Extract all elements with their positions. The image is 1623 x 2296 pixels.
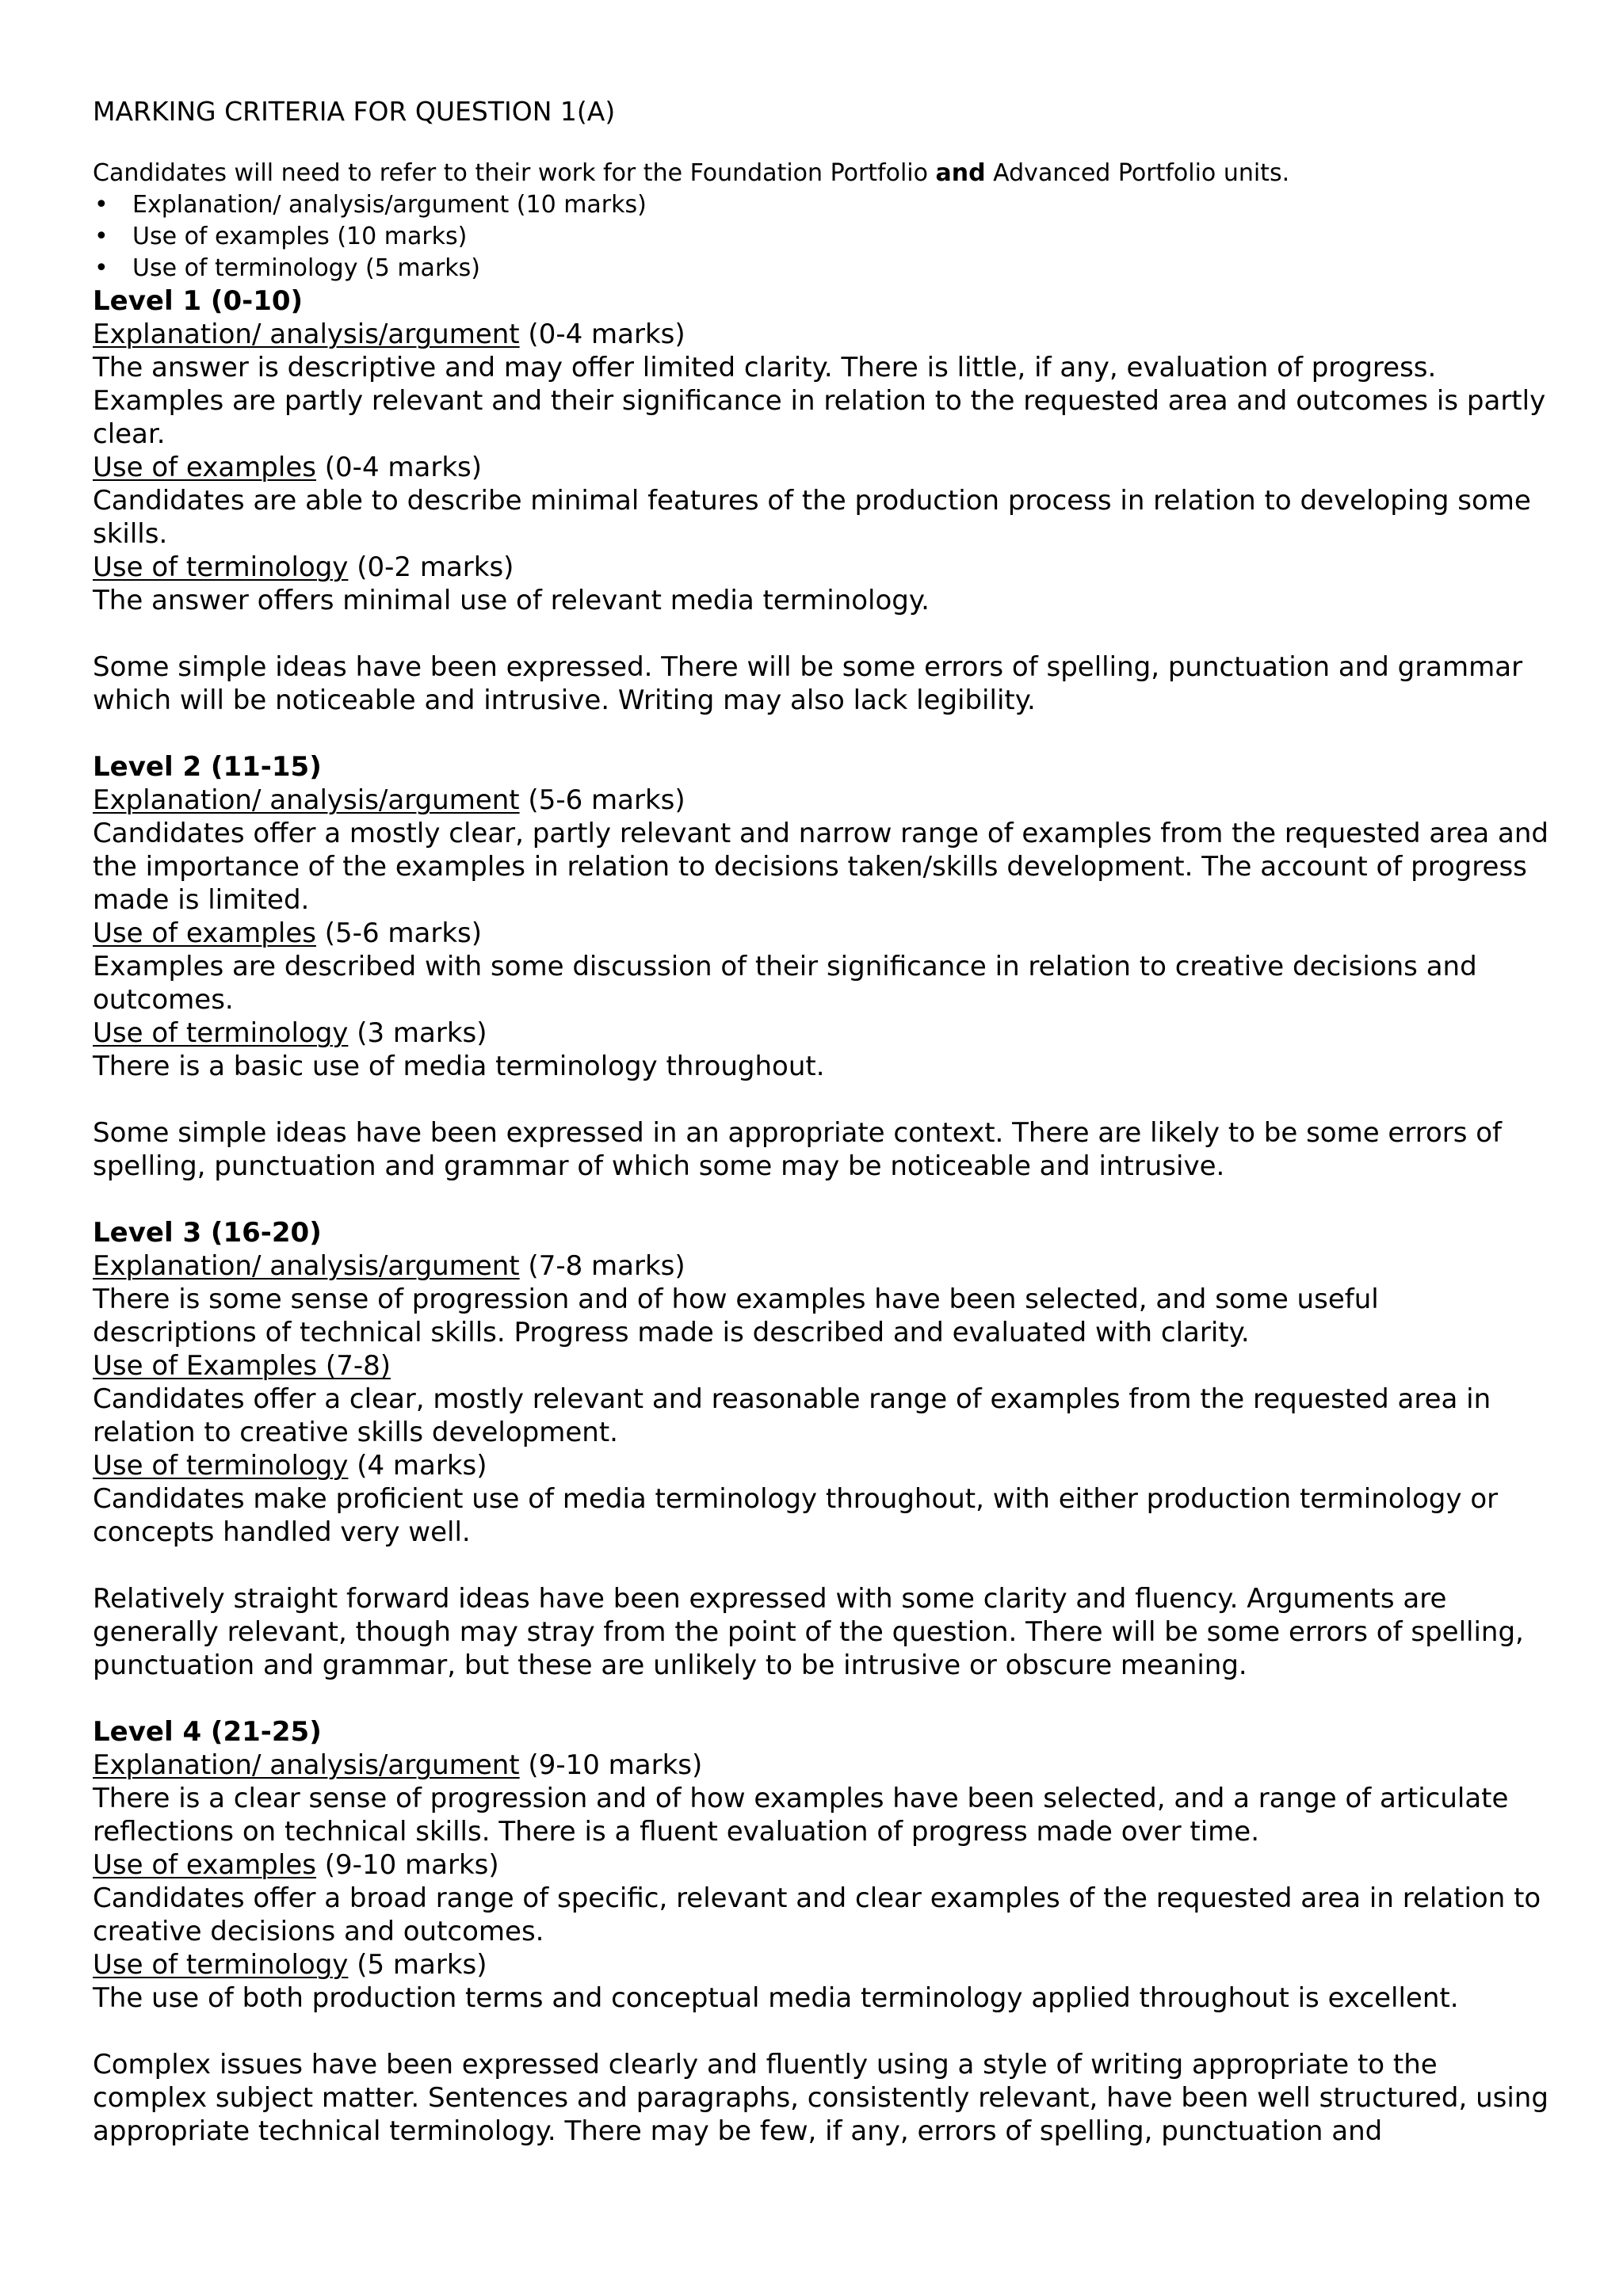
bullet-icon: • <box>94 191 109 219</box>
criterion-heading <box>93 784 1551 817</box>
bullet-icon: • <box>94 223 109 250</box>
criterion-name: Use of terminology <box>93 1017 349 1049</box>
criterion-name: Explanation/ analysis/argument <box>93 1250 520 1282</box>
level-3-section <box>93 1216 1551 1682</box>
criterion-name: Explanation/ analysis/argument <box>93 784 520 816</box>
criterion-marks: (0-4 marks) <box>315 452 482 483</box>
level-heading: Level 3 (16-20) <box>93 1217 322 1249</box>
criterion-heading <box>93 1449 1551 1482</box>
list-item-text: Use of terminology (5 marks) <box>132 254 480 282</box>
criterion-marks: (5-6 marks) <box>315 917 482 949</box>
criterion-description: Candidates are able to describe minimal features of the production process in relation to developing some skills. <box>93 485 1531 550</box>
bullet-icon: • <box>94 254 109 282</box>
list-item <box>93 221 1551 253</box>
intro-text-end: Advanced Portfolio units. <box>985 159 1290 187</box>
criterion-heading <box>93 1749 1551 1782</box>
criterion-heading <box>93 318 1551 351</box>
intro-paragraph <box>93 158 1551 189</box>
level-heading: Level 1 (0-10) <box>93 285 304 317</box>
level-summary: Some simple ideas have been expressed. There will be some errors of spelling, punctuation and grammar which will be noticeable and intrusive. Writing may also lack legibility. <box>93 651 1523 716</box>
criterion-name: Use of examples <box>93 1849 316 1881</box>
criterion-marks: (3 marks) <box>348 1017 487 1049</box>
criterion-heading <box>93 1016 1551 1050</box>
level-4-section <box>93 1715 1551 2148</box>
criterion-heading <box>93 551 1551 584</box>
criterion-marks: (5 marks) <box>348 1949 487 1981</box>
criterion-name: Use of terminology <box>93 1450 349 1482</box>
criterion-marks: (4 marks) <box>348 1450 487 1482</box>
level-summary: Complex issues have been expressed clearly and fluently using a style of writing appropriate to the complex subject matter. Sentences and paragraphs, consistently relevant, have been well structured, using appropriate technical terminology. There may be few, if any, errors of spelling, punctuation and <box>93 2049 1549 2147</box>
level-heading: Level 2 (11-15) <box>93 751 322 783</box>
criterion-description: Examples are described with some discussion of their significance in relation to creative decisions and outcomes. <box>93 951 1477 1016</box>
criterion-marks: (9-10 marks) <box>315 1849 499 1881</box>
level-summary: Some simple ideas have been expressed in an appropriate context. There are likely to be some errors of spelling, punctuation and grammar of which some may be noticeable and intrusive. <box>93 1117 1503 1182</box>
criterion-name: Use of terminology <box>93 1949 349 1981</box>
criterion-description: Candidates offer a mostly clear, partly relevant and narrow range of examples from the requested area and the importance of the examples in relation to decisions taken/skills development. The account of progress made is limited. <box>93 818 1549 916</box>
criterion-description: The answer is descriptive and may offer limited clarity. There is little, if any, evaluation of progress. Examples are partly relevant and their significance in relation to the requested area and outcomes is partly clear. <box>93 352 1546 450</box>
criterion-description: There is a basic use of media terminology throughout. <box>93 1051 825 1082</box>
criterion-description: The answer offers minimal use of relevant media terminology. <box>93 585 930 616</box>
criterion-description: There is some sense of progression and of how examples have been selected, and some useful descriptions of technical skills. Progress made is described and evaluated with clarity. <box>93 1283 1379 1348</box>
criterion-marks: (7-8 marks) <box>519 1250 685 1282</box>
criteria-summary-list <box>93 189 1551 284</box>
criterion-heading <box>93 1848 1551 1882</box>
criterion-heading <box>93 1249 1551 1283</box>
criterion-heading <box>93 1948 1551 1981</box>
criterion-marks: (0-2 marks) <box>348 551 514 583</box>
criterion-description: Candidates offer a clear, mostly relevant and reasonable range of examples from the requested area in relation to creative skills development. <box>93 1383 1491 1448</box>
document-title: MARKING CRITERIA FOR QUESTION 1(A) <box>93 96 616 127</box>
level-1-section <box>93 284 1551 717</box>
intro-text: Candidates will need to refer to their work for the Foundation Portfolio <box>93 159 936 187</box>
document-body <box>93 93 1551 2148</box>
criterion-name: Use of examples <box>93 452 316 483</box>
list-item <box>93 253 1551 284</box>
criterion-name: Use of examples <box>93 917 316 949</box>
level-summary: Relatively straight forward ideas have been expressed with some clarity and fluency. Arguments are generally relevant, though may stray from the point of the question. There will be some errors of spelling, punctuation and grammar, but these are unlikely to be intrusive or obscure meaning. <box>93 1583 1524 1681</box>
criterion-marks: (5-6 marks) <box>519 784 685 816</box>
criterion-heading <box>93 1349 1551 1383</box>
criterion-name: Use of Examples (7-8) <box>93 1350 391 1382</box>
list-item <box>93 189 1551 221</box>
criterion-heading <box>93 451 1551 484</box>
criterion-description: Candidates offer a broad range of specific, relevant and clear examples of the requested area in relation to creative decisions and outcomes. <box>93 1882 1541 1947</box>
criterion-description: Candidates make proficient use of media terminology throughout, with either production terminology or concepts handled very well. <box>93 1483 1499 1548</box>
criterion-description: There is a clear sense of progression and of how examples have been selected, and a range of articulate reflections on technical skills. There is a fluent evaluation of progress made over time. <box>93 1783 1509 1848</box>
criterion-name: Explanation/ analysis/argument <box>93 318 520 350</box>
level-2-section <box>93 750 1551 1183</box>
level-heading: Level 4 (21-25) <box>93 1716 322 1748</box>
criterion-marks: (0-4 marks) <box>519 318 685 350</box>
intro-bold-word: and <box>935 159 986 187</box>
list-item-text: Use of examples (10 marks) <box>132 223 468 250</box>
criterion-name: Explanation/ analysis/argument <box>93 1749 520 1781</box>
criterion-heading <box>93 917 1551 950</box>
list-item-text: Explanation/ analysis/argument (10 marks) <box>132 191 647 219</box>
criterion-marks: (9-10 marks) <box>519 1749 703 1781</box>
criterion-description: The use of both production terms and conceptual media terminology applied throughout is excellent. <box>93 1982 1459 2014</box>
criterion-name: Use of terminology <box>93 551 349 583</box>
